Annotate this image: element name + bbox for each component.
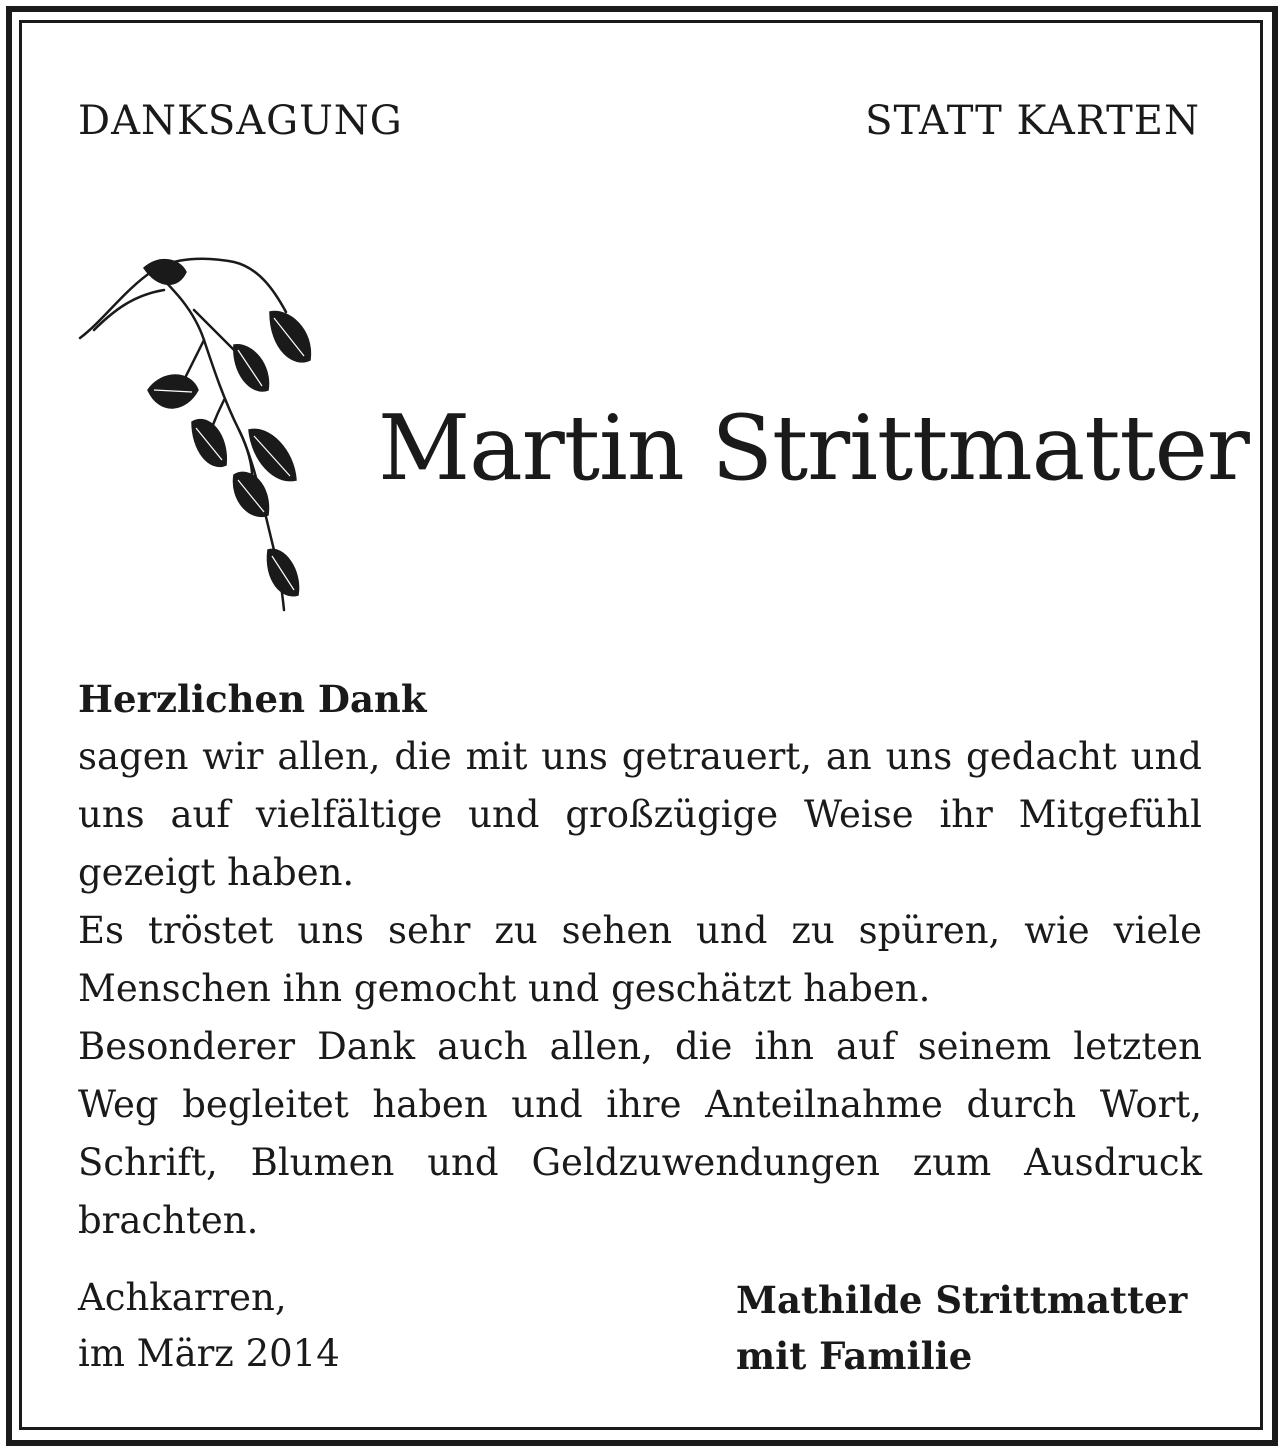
place: Achkarren, xyxy=(78,1276,287,1319)
signature-name: Mathilde Strittmatter xyxy=(736,1278,1188,1322)
header-statt-karten: STATT KARTEN xyxy=(865,98,1200,144)
signature-family: mit Familie xyxy=(736,1334,973,1378)
birch-branch-icon xyxy=(74,250,324,620)
body-heading: Herzlichen Dank xyxy=(78,677,427,721)
date: im März 2014 xyxy=(78,1332,340,1375)
body-paragraph: Es tröstet uns sehr zu sehen und zu spüren, wie viele Menschen ihn gemocht und geschätzt haben. xyxy=(78,909,1202,1010)
deceased-name: Martin Strittmatter xyxy=(378,396,1249,501)
signature xyxy=(736,1272,1187,1384)
place-date xyxy=(78,1270,340,1382)
body-paragraph: Besonderer Dank auch allen, die ihn auf seinem letzten Weg begleitet haben und ihre Anteilnahme durch Wort, Schrift, Blumen und Geldzuwendungen zum Ausdruck brachten. xyxy=(78,1025,1202,1242)
body-paragraph: sagen wir allen, die mit uns getrauert, an uns gedacht und uns auf vielfältige und großzügige Weise ihr Mitgefühl gezeigt haben. xyxy=(78,735,1202,894)
header-danksagung: DANKSAGUNG xyxy=(78,98,403,144)
thank-you-text xyxy=(78,670,1202,1250)
